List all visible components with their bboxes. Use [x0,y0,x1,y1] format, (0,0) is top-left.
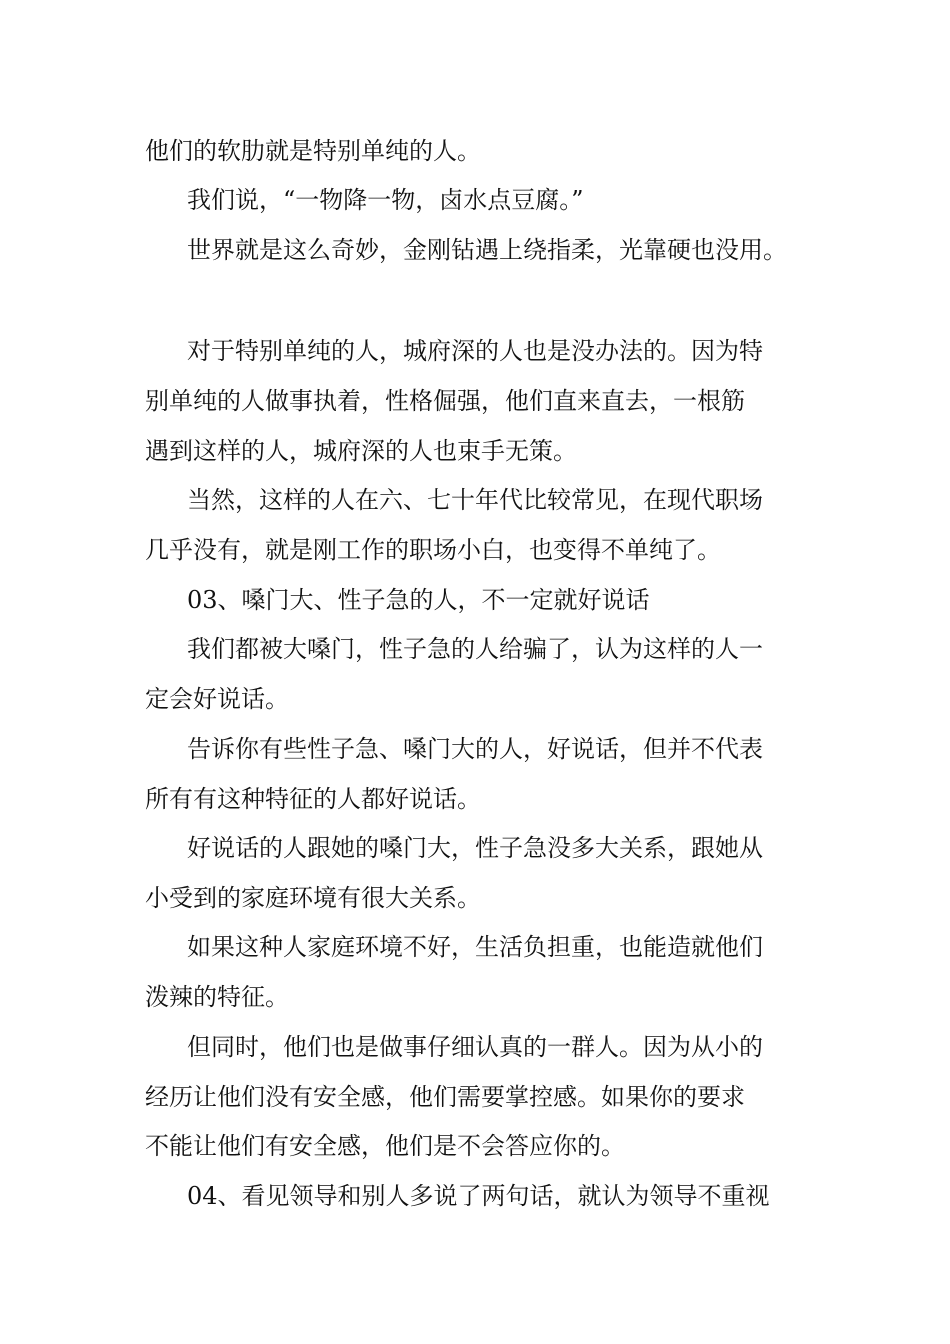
text-line: 对于特别单纯的人，城府深的人也是没办法的。因为特 [187,337,763,365]
text-line: 我们说，“一物降一物，卤水点豆腐。” [187,186,584,214]
text-line: 定会好说话。 [145,685,289,713]
text-line: 告诉你有些性子急、嗓门大的人，好说话，但并不代表 [187,735,763,763]
text-line: 遇到这样的人，城府深的人也束手无策。 [145,437,577,465]
section-heading: 03、嗓门大、性子急的人，不一定就好说话 [187,586,650,614]
text-line: 我们都被大嗓门，性子急的人给骗了，认为这样的人一 [187,635,763,663]
text-line: 好说话的人跟她的嗓门大，性子急没多大关系，跟她从 [187,834,763,862]
text-line: 不能让他们有安全感，他们是不会答应你的。 [145,1132,625,1160]
text-line: 他们的软肋就是特别单纯的人。 [145,137,481,165]
text-line: 小受到的家庭环境有很大关系。 [145,884,481,912]
text-line: 经历让他们没有安全感，他们需要掌控感。如果你的要求 [145,1083,745,1111]
text-line: 几乎没有，就是刚工作的职场小白，也变得不单纯了。 [145,536,721,564]
text-line: 所有有这种特征的人都好说话。 [145,785,481,813]
text-line: 别单纯的人做事执着，性格倔强，他们直来直去，一根筋 [145,387,745,415]
section-heading: 04、看见领导和别人多说了两句话，就认为领导不重视 [187,1182,770,1210]
text-line: 泼辣的特征。 [145,983,289,1011]
text-line: 如果这种人家庭环境不好，生活负担重，也能造就他们 [187,933,763,961]
text-line: 当然，这样的人在六、七十年代比较常见，在现代职场 [187,486,763,514]
text-line: 但同时，他们也是做事仔细认真的一群人。因为从小的 [187,1033,763,1061]
text-line: 世界就是这么奇妙，金刚钻遇上绕指柔，光靠硬也没用。 [187,236,787,264]
